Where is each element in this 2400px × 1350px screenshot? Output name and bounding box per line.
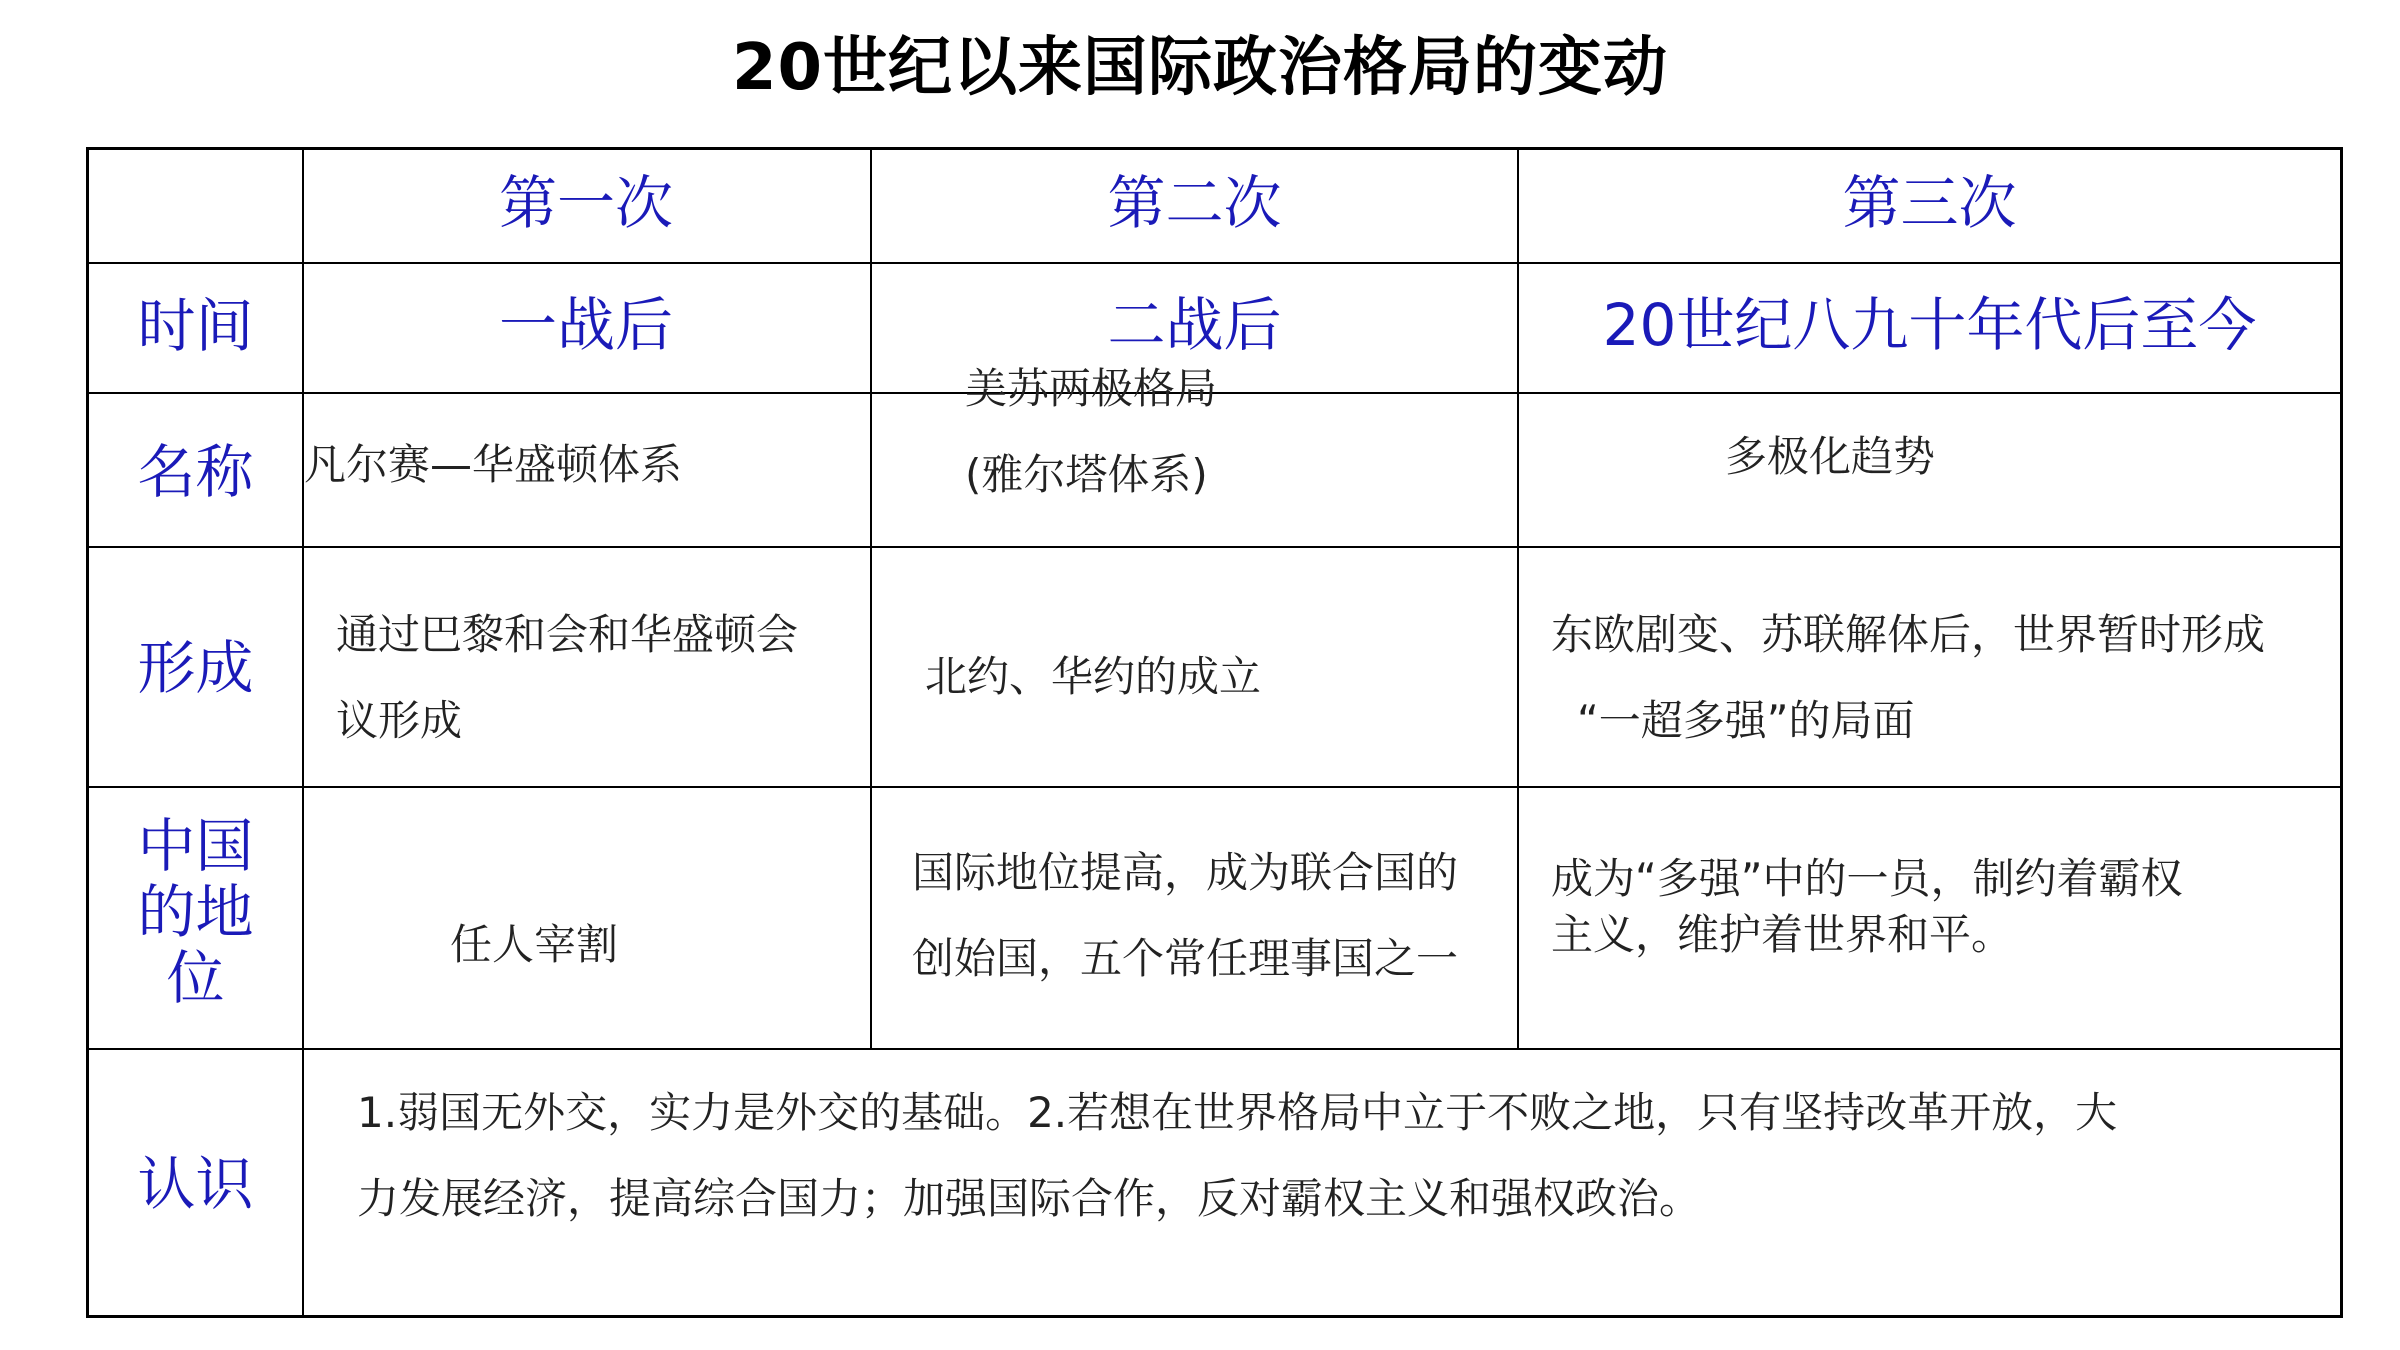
china-status-first: 任人宰割: [450, 920, 619, 969]
time-second: 二战后: [1107, 291, 1282, 359]
row-divider: [89, 546, 2340, 548]
row-divider: [89, 262, 2340, 264]
row-label-formation: 形成: [137, 634, 254, 702]
row-label-name: 名称: [137, 438, 254, 506]
pattern-table: [86, 147, 2343, 1318]
formation-first-line2: 议形成: [336, 696, 463, 745]
row-label-china-status-line2: 的地: [137, 878, 254, 946]
formation-third-line1: 东欧剧变、苏联解体后，世界暂时形成: [1551, 610, 2266, 659]
row-label-time: 时间: [137, 292, 254, 360]
row-divider: [89, 1048, 2340, 1050]
china-status-third-line2: 主义，维护着世界和平。: [1551, 910, 2014, 959]
name-second-line2: (雅尔塔体系): [965, 450, 1208, 499]
name-first: 凡尔赛—华盛顿体系: [304, 440, 683, 489]
name-third: 多极化趋势: [1725, 432, 1936, 481]
name-second-line1: 美苏两极格局: [965, 364, 1218, 413]
formation-second: 北约、华约的成立: [925, 652, 1262, 701]
insight-line1: 1.弱国无外交，实力是外交的基础。2.若想在世界格局中立于不败之地，只有坚持改革开放，大: [357, 1088, 2118, 1137]
formation-first-line1: 通过巴黎和会和华盛顿会: [336, 610, 799, 659]
insight-line2: 力发展经济，提高综合国力；加强国际合作，反对霸权主义和强权政治。: [357, 1174, 1702, 1223]
china-status-third-line1: 成为“多强”中的一员，制约着霸权: [1551, 854, 2183, 903]
row-divider: [89, 786, 2340, 788]
column-divider: [870, 150, 872, 1048]
time-third: 20世纪八九十年代后至今: [1602, 291, 2257, 359]
row-label-china-status-line3: 位: [166, 944, 225, 1012]
china-status-second-line2: 创始国，五个常任理事国之一: [912, 934, 1459, 983]
row-label-insight: 认识: [137, 1150, 254, 1218]
china-status-second-line1: 国际地位提高，成为联合国的: [912, 848, 1459, 897]
header-first: 第一次: [498, 169, 673, 237]
header-second: 第二次: [1107, 169, 1282, 237]
page-title: 20世纪以来国际政治格局的变动: [731, 31, 1669, 105]
column-divider: [1517, 150, 1519, 1048]
header-third: 第三次: [1842, 169, 2017, 237]
time-first: 一战后: [498, 291, 673, 359]
row-label-china-status-line1: 中国: [137, 812, 254, 880]
formation-third-line2: “一超多强”的局面: [1577, 696, 1915, 745]
